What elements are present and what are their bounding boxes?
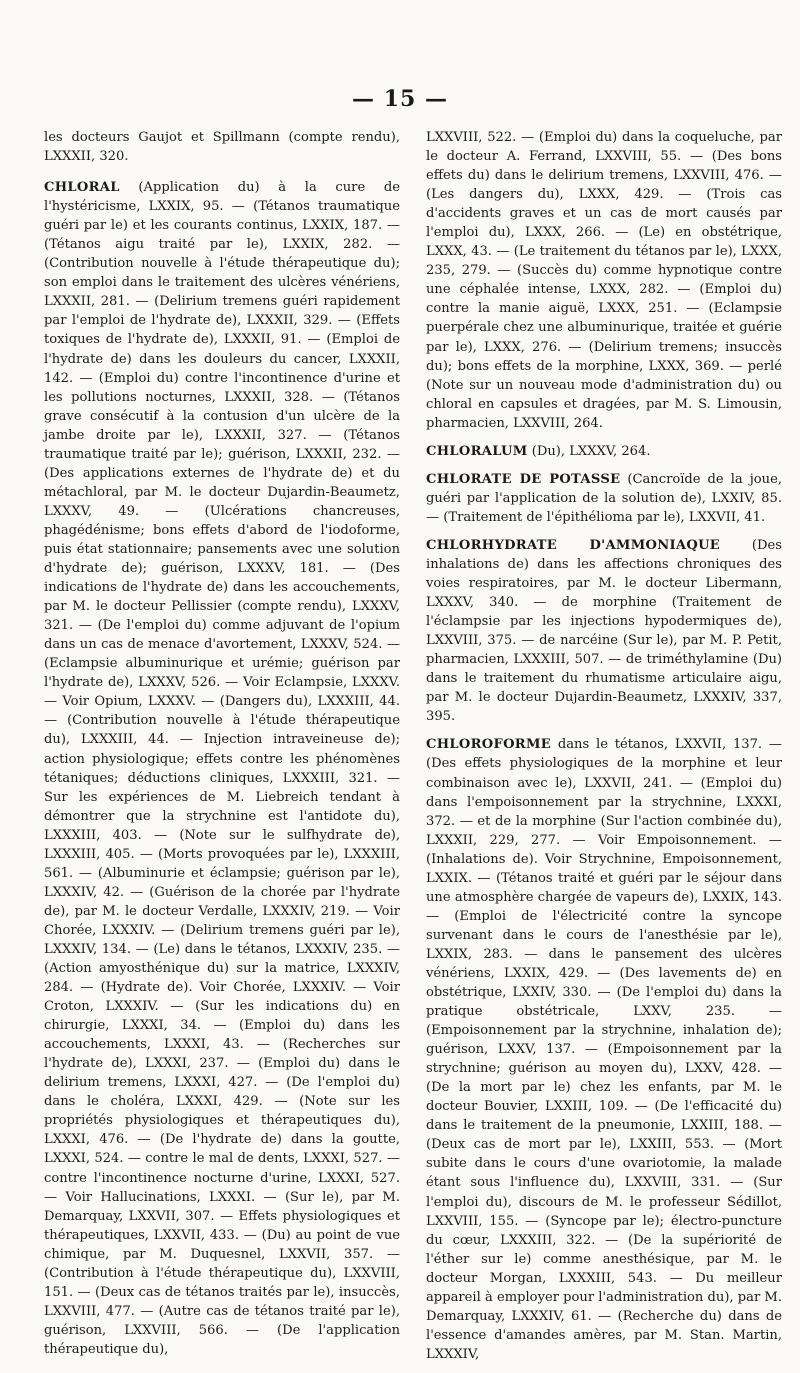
- entry-headword: CHLORATE DE POTASSE: [426, 471, 621, 487]
- entry-text: (Application du) à la cure de l'hystéricisme, LXXIX, 95. — (Tétanos traumatique guéri par le) et les courants continus, LXXIX, 187. — (Tétanos aigu traité par le), LXXIX, 282. — (Contribution nouvelle à l'étude thérapeutique du); son emploi dans le traitement des ulcères vénériens, LXXXII, 281. — (Delirium tremens guéri rapidement par l'emploi de l'hydrate de), LXXXII, 329. — (Effets toxiques de l'hydrate de), LXXXII, 91. — (Emploi de l'hydrate de) dans les douleurs du cancer, LXXXII, 142. — (Emploi du) contre l'incontinence d'urine et les pollutions nocturnes, LXXXII, 328. — (Tétanos grave consécutif à la contusion d'un ulcère de la jambe droite par le), LXXXII, 327. — (Tétanos traumatique traité par le); guérison, LXXXII, 232. — (Des applications externes de l'hydrate de) et du métachloral, par M. le docteur Dujardin-Beaumetz, LXXXV, 49. — (Ulcérations chancreuses, phagédénisme; bons effets d'abord de l'iodoforme, puis état stationnaire; pansements avec une solution d'hydrate de); guérison, LXXXV, 181. — (Des indications de l'hydrate de) dans les accouchements, par M. le docteur Pellissier (compte rendu), LXXXV, 321. — (De l'emploi du) comme adjuvant de l'opium dans un cas de menace d'avortement, LXXXV, 524. — (Eclampsie albuminurique et urémie; guérison par l'hydrate de), LXXXV, 526. — Voir Eclampsie, LXXXV. — Voir Opium, LXXXV. — (Dangers du), LXXXIII, 44. — (Contribution nouvelle à l'étude thérapeutique du), LXXXIII, 44. — Injection intraveineuse de); action physiologique; effets contre les phénomènes tétaniques; déductions cliniques, LXXXIII, 321. — Sur les expériences de M. Liebreich tendant à démontrer que la strychnine est l'antidote du), LXXXIII, 403. — (Note sur le sulfhydrate de), LXXXIII, 405. — (Morts provoquées par le), LXXXIII, 561. — (Albuminurie et éclampsie; guérison par le), LXXXIV, 42. — (Guérison de la chorée par l'hydrate de), par M. le docteur Verdalle, LXXXIV, 219. — Voir Chorée, LXXXIV. — (Delirium tremens guéri par le), LXXXIV, 134. — (Le) dans le tétanos, LXXXIV, 235. — (Action amyosthénique du) sur la matrice, LXXXIV, 284. — (Hydrate de). Voir Chorée, LXXXIV. — Voir Croton, LXXXIV. — (Sur les indications du) en chirurgie, LXXXI, 34. — (Emploi du) dans les accouchements, LXXXI, 43. — (Recherches sur l'hydrate de), LXXXI, 237. — (Emploi du) dans le delirium tremens, LXXXI, 427. — (De l'emploi du) dans le choléra, LXXXI, 429. — (Note sur les propriétés physiologiques et thérapeutiques du), LXXXI, 476. — (De l'hydrate de) dans la goutte, LXXXI, 524. — contre le mal de dents, LXXXI, 527. — contre l'incontinence nocturne d'urine, LXXXI, 527. — Voir Hallucinations, LXXXI. — (Sur le), par M. Demarquay, LXXVII, 307. — Effets physiologiques et thérapeutiques, LXXVII, 433. — (Du) au point de vue chimique, par M. Duquesnel, LXXVII, 357. — (Contribution à l'étude thérapeutique du), LXXVIII, 151. — (Deux cas de tétanos traités par le), insuccès, LXXVIII, 477. — (Autre cas de tétanos traité par le), guérison, LXXVIII, 566. — (De l'application thérapeutique du),: [44, 180, 400, 1357]
- entry-text: dans le tétanos, LXXVII, 137. — (Des effets physiologiques de la morphine et leur combinaison avec le), LXXVII, 241. — (Emploi du) dans l'empoisonnement par la strychnine, LXXXI, 372. — et de la morphine (Sur l'action combinée du), LXXXII, 229, 277. — Voir Empoisonnement. — (Inhalations de). Voir Strychnine, Empoisonnement, LXXIX. — (Tétanos traité et guéri par le séjour dans une atmosphère chargée de vapeurs de), LXXIX, 143. — (Emploi de l'électricité contre la syncope survenant dans le cours de l'anesthésie par le), LXXIX, 283. — dans le pansement des ulcères vénériens, LXXIX, 429. — (Des lavements de) en obstétrique, LXXIV, 330. — (De l'emploi du) dans la pratique obstétricale, LXXV, 235. — (Empoisonnement par la strychnine, inhalation de); guérison, LXXV, 137. — (Empoisonnement par la strychnine; guérison au moyen du), LXXV, 428. — (De la mort par le) chez les enfants, par M. le docteur Bouvier, LXXIII, 109. — (De l'efficacité du) dans le traitement de la pneumonie, LXXIII, 188. — (Deux cas de mort par le), LXXIII, 553. — (Mort subite dans le cours d'une ovariotomie, la malade étant sous l'influence du), LXXVIII, 331. — (Sur l'emploi du), discours de M. le professeur Sédillot, LXXVIII, 155. — (Syncope par le); électro-puncture du cœur, LXXXIII, 322. — (De la supériorité de l'éther sur le) comme anesthésique, par M. le docteur Morgan, LXXXIII, 543. — Du meilleur appareil à employer pour l'administration du), par M. Demarquay, LXXXIV, 61. — (Recherche du) dans de l'essence d'amandes amères, par M. Stan. Martin, LXXXIV,: [426, 737, 782, 1362]
- index-entry: [44, 178, 400, 1359]
- entry-text: LXXVIII, 522. — (Emploi du) dans la coqueluche, par le docteur A. Ferrand, LXXVIII, 55. — (Des bons effets du) dans le delirium tremens, LXXVIII, 476. — (Les dangers du), LXXX, 429. — (Trois cas d'accidents graves et un cas de mort causés par l'emploi du), LXXX, 266. — (Le) en obstétrique, LXXX, 43. — (Le traitement du tétanos par le), LXXX, 235, 279. — (Succès du) comme hypnotique contre une céphalée intense, LXXX, 282. — (Emploi du) contre la manie aiguë, LXXX, 251. — (Eclampsie puerpérale chez une albuminurique, traitée et guérie par le), LXXX, 276. — (Delirium tremens; insuccès du); bons effets de la morphine, LXXX, 369. — perlé (Note sur un nouveau mode d'administration du) ou chloral en capsules et dragées, par M. S. Limousin, pharmacien, LXXVIII, 264.: [426, 130, 782, 431]
- entry-headword: CHLORHYDRATE D'AMMONIAQUE: [426, 537, 721, 553]
- left-column: [44, 128, 400, 1368]
- index-entry: [44, 128, 400, 166]
- entry-text: (Cancroïde de la joue, guéri par l'application de la solution de), LXXIV, 85. — (Traitement de l'épithélioma par le), LXXVII, 41.: [426, 471, 782, 525]
- entry-headword: CHLORALUM: [426, 443, 528, 459]
- index-entry: [426, 442, 782, 461]
- right-column: [426, 128, 782, 1373]
- entry-headword: CHLORAL: [44, 180, 120, 196]
- page-number: — 15 —: [352, 86, 448, 112]
- index-entry: [426, 735, 782, 1364]
- entry-text: (Du), LXXXV, 264.: [527, 443, 651, 459]
- entry-headword: CHLOROFORME: [426, 737, 552, 753]
- entry-text: les docteurs Gaujot et Spillmann (compte rendu), LXXXII, 320.: [44, 130, 400, 165]
- index-entry: [426, 128, 782, 433]
- entry-text: (Des inhalations de) dans les affections chroniques des voies respiratoires, par M. le docteur Libermann, LXXXV, 340. — de morphine (Traitement de l'éclampsie par les injections hypodermiques de), LXXVIII, 375. — de narcéine (Sur le), par M. P. Petit, pharmacien, LXXXIII, 507. — de triméthylamine (Du) dans le traitement du rhumatisme articulaire aigu, par M. le docteur Dujardin-Beaumetz, LXXXIV, 337, 395.: [426, 537, 782, 725]
- index-entry: [426, 470, 782, 527]
- index-entry: [426, 536, 782, 726]
